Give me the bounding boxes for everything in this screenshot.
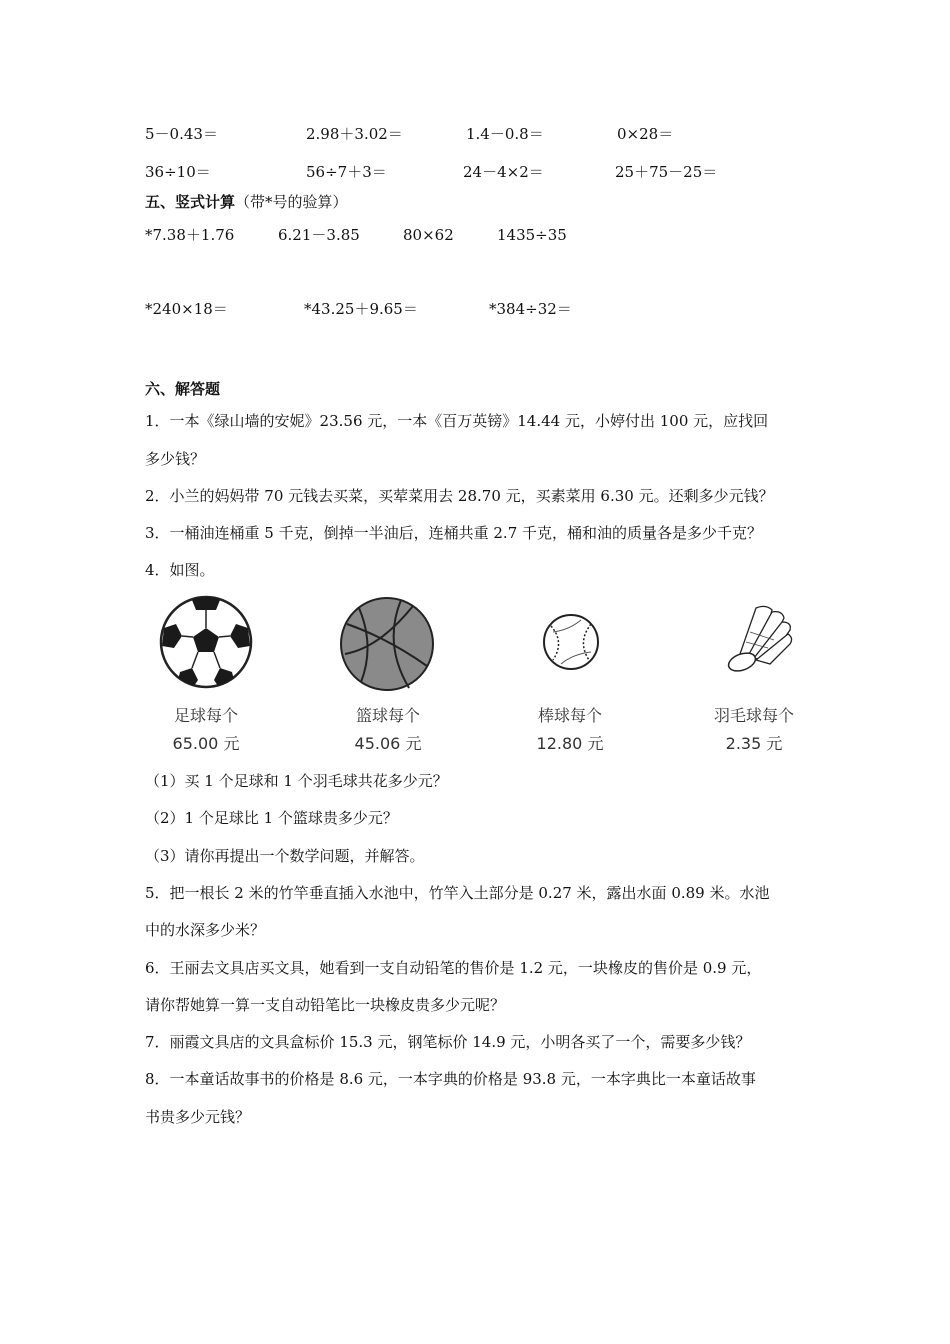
shuttlecock-label: 羽毛球每个 [713, 706, 794, 725]
question-6-line1: 6．王丽去文具店买文具，她看到一支自动铅笔的售价是 1.2 元，一块橡皮的售价是 0.9 元， [145, 959, 762, 977]
basketball-icon [339, 596, 435, 692]
question-5-line1: 5．把一根长 2 米的竹竿垂直插入水池中，竹竿入土部分是 0.27 米，露出水面 0.89 米。水池 [145, 884, 770, 902]
oral-calc-8: 25＋75－25＝ [615, 163, 718, 181]
oral-calc-3: 1.4－0.8＝ [466, 125, 544, 143]
vertical-calc-2: 6.21－3.85 [278, 226, 360, 244]
oral-calc-7: 24－4×2＝ [463, 163, 544, 181]
oral-calc-6: 56÷7＋3＝ [306, 163, 387, 181]
section6-title: 六、解答题 [145, 380, 221, 398]
oral-calc-2: 2.98＋3.02＝ [306, 125, 403, 143]
basketball-price: 45.06 元 [354, 734, 422, 753]
vertical-calc-7: *384÷32＝ [489, 300, 572, 318]
section5-title: 五、竖式计算 [145, 193, 236, 211]
vertical-calc-5: *240×18＝ [145, 300, 228, 318]
baseball-price: 12.80 元 [536, 734, 604, 753]
question-1-line2: 多少钱？ [145, 450, 206, 468]
question-4: 4．如图。 [145, 561, 215, 579]
question-3: 3．一桶油连桶重 5 千克，倒掉一半油后，连桶共重 2.7 千克，桶和油的质量各是多少千克？ [145, 524, 763, 542]
soccer-ball-icon [158, 594, 254, 690]
question-8-line2: 书贵多少元钱？ [145, 1108, 251, 1126]
vertical-calc-1: *7.38＋1.76 [145, 226, 235, 244]
shuttlecock-icon [712, 602, 794, 674]
oral-calc-5: 36÷10＝ [145, 163, 211, 181]
question-2: 2．小兰的妈妈带 70 元钱去买菜，买荤菜用去 28.70 元，买素菜用 6.30 元。还剩多少元钱？ [145, 487, 774, 505]
soccer-ball-price: 65.00 元 [172, 734, 240, 753]
section5-heading [145, 192, 348, 212]
soccer-ball-label: 足球每个 [173, 706, 238, 725]
basketball-label: 篮球每个 [355, 706, 420, 725]
question-1-line1: 1．一本《绿山墙的安妮》23.56 元，一本《百万英镑》14.44 元，小婷付出 100 元，应找回 [145, 412, 769, 430]
shuttlecock-price: 2.35 元 [725, 734, 783, 753]
section5-note: （带*号的验算） [235, 193, 348, 211]
question-5-line2: 中的水深多少米？ [145, 921, 266, 939]
baseball-label: 棒球每个 [537, 706, 602, 725]
vertical-calc-4: 1435÷35 [497, 226, 567, 244]
baseball-icon [541, 612, 601, 672]
oral-calc-4: 0×28＝ [617, 125, 674, 143]
vertical-calc-3: 80×62 [403, 226, 454, 244]
question-4-2: （2）1 个足球比 1 个篮球贵多少元？ [145, 809, 398, 827]
question-7: 7．丽霞文具店的文具盒标价 15.3 元，钢笔标价 14.9 元，小明各买了一个，需要多少钱？ [145, 1033, 751, 1051]
oral-calc-1: 5－0.43＝ [145, 125, 218, 143]
question-4-3: （3）请你再提出一个数学问题，并解答。 [145, 847, 425, 865]
question-6-line2: 请你帮她算一算一支自动铅笔比一块橡皮贵多少元呢？ [145, 996, 506, 1014]
question-8-line1: 8．一本童话故事书的价格是 8.6 元，一本字典的价格是 93.8 元，一本字典比一本童话故事 [145, 1070, 756, 1088]
question-4-1: （1）买 1 个足球和 1 个羽毛球共花多少元？ [145, 772, 448, 790]
vertical-calc-6: *43.25＋9.65＝ [304, 300, 418, 318]
